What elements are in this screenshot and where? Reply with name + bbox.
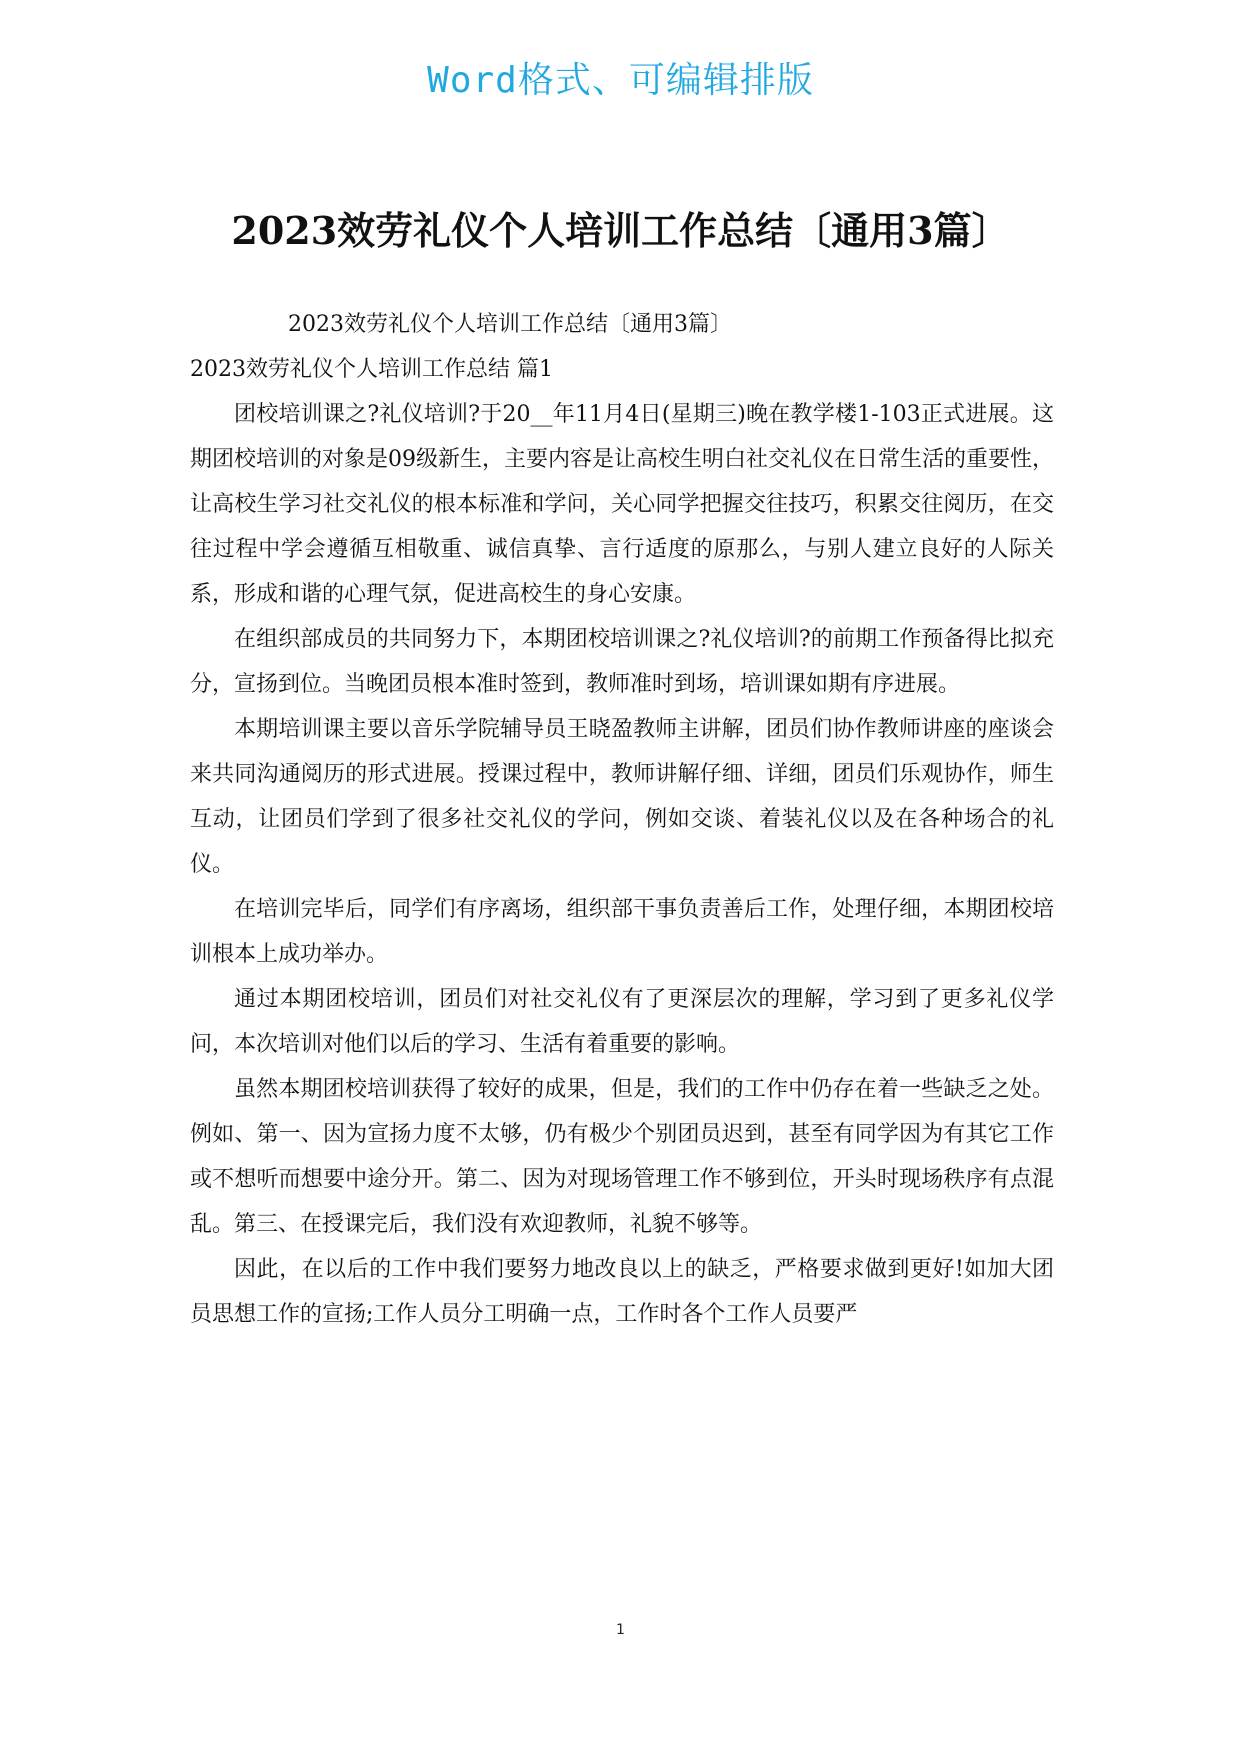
paragraph: 在组织部成员的共同努力下，本期团校培训课之?礼仪培训?的前期工作预备得比拟充分，宣扬到位。当晚团员根本准时签到，教师准时到场，培训课如期有序进展。 [190,627,1054,697]
paragraph: 本期培训课主要以音乐学院辅导员王晓盈教师主讲解，团员们协作教师讲座的座谈会来共同沟通阅历的形式进展。授课过程中，教师讲解仔细、详细，团员们乐观协作，师生互动，让团员们学到了很多社交礼仪的学问，例如交谈、着装礼仪以及在各种场合的礼仪。 [190,717,1054,877]
paragraph: 虽然本期团校培训获得了较好的成果，但是，我们的工作中仍存在着一些缺乏之处。例如、第一、因为宣扬力度不太够，仍有极少个别团员迟到，甚至有同学因为有其它工作或不想听而想要中途分开。第二、因为对现场管理工作不够到位，开头时现场秩序有点混乱。第三、在授课完后，我们没有欢迎教师，礼貌不够等。 [190,1077,1054,1237]
page-number: 1 [616,1622,625,1638]
header-banner: Word格式、可编辑排版 [427,60,814,101]
paragraph: 因此，在以后的工作中我们要努力地改良以上的缺乏，严格要求做到更好!如加大团员思想工作的宣扬;工作人员分工明确一点，工作时各个工作人员要严 [190,1257,1054,1327]
document-body [190,302,1054,1337]
document-subtitle: 2023效劳礼仪个人培训工作总结〔通用3篇〕 [288,312,732,337]
paragraph: 通过本期团校培训，团员们对社交礼仪有了更深层次的理解，学习到了更多礼仪学问，本次培训对他们以后的学习、生活有着重要的影响。 [190,987,1054,1057]
section-heading: 2023效劳礼仪个人培训工作总结 篇1 [190,357,553,382]
paragraph: 在培训完毕后，同学们有序离场，组织部干事负责善后工作，处理仔细，本期团校培训根本上成功举办。 [190,897,1054,967]
paragraph: 团校培训课之?礼仪培训?于20__年11月4日(星期三)晚在教学楼1-103正式进展。这期团校培训的对象是09级新生，主要内容是让高校生明白社交礼仪在日常生活的重要性，让高校生学习社交礼仪的根本标准和学问，关心同学把握交往技巧，积累交往阅历，在交往过程中学会遵循互相敬重、诚信真挚、言行适度的原那么，与别人建立良好的人际关系，形成和谐的心理气氛，促进高校生的身心安康。 [190,402,1054,607]
document-title: 2023效劳礼仪个人培训工作总结〔通用3篇〕 [231,208,1010,253]
